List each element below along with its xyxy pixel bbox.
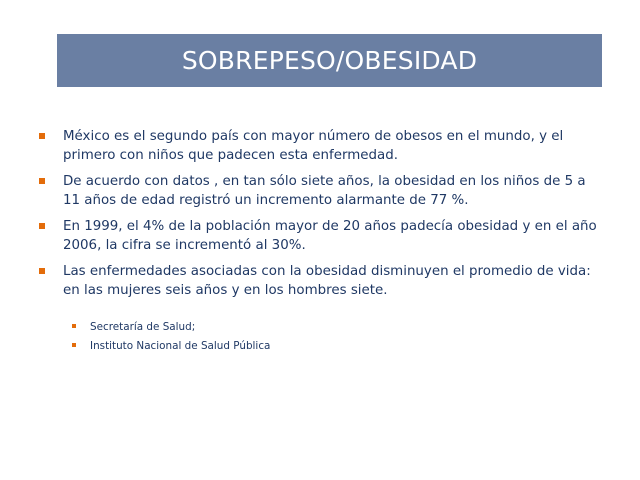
source-list	[72, 318, 472, 356]
square-bullet-icon	[39, 268, 45, 274]
bullet-text: México es el segundo país con mayor número de obesos en el mundo, y el primero con niños que padecen esta enfermedad.	[63, 129, 564, 163]
bullet-text: Las enfermedades asociadas con la obesidad disminuyen el promedio de vida: en las mujeres seis años y en los hombres siete.	[63, 264, 591, 298]
square-bullet-icon	[39, 178, 45, 184]
bullet-list	[38, 127, 598, 307]
title-bar	[57, 34, 602, 87]
source-text: Secretaría de Salud;	[90, 321, 196, 333]
bullet-text: En 1999, el 4% de la población mayor de 20 años padecía obesidad y en el año 2006, la cifra se incrementó al 30%.	[63, 219, 597, 253]
bullet-text: De acuerdo con datos , en tan sólo siete años, la obesidad en los niños de 5 a 11 años de edad registró un incremento alarmante de 77 %.	[63, 174, 586, 208]
bullet-item	[38, 172, 598, 210]
bullet-item	[38, 127, 598, 165]
source-item	[72, 337, 472, 356]
source-text: Instituto Nacional de Salud Pública	[90, 340, 271, 352]
slide-title: SOBREPESO/OBESIDAD	[181, 46, 478, 75]
bullet-item	[38, 262, 598, 300]
square-bullet-icon	[39, 133, 45, 139]
square-bullet-icon	[72, 343, 76, 347]
source-item	[72, 318, 472, 337]
bullet-item	[38, 217, 598, 255]
square-bullet-icon	[72, 324, 76, 328]
square-bullet-icon	[39, 223, 45, 229]
